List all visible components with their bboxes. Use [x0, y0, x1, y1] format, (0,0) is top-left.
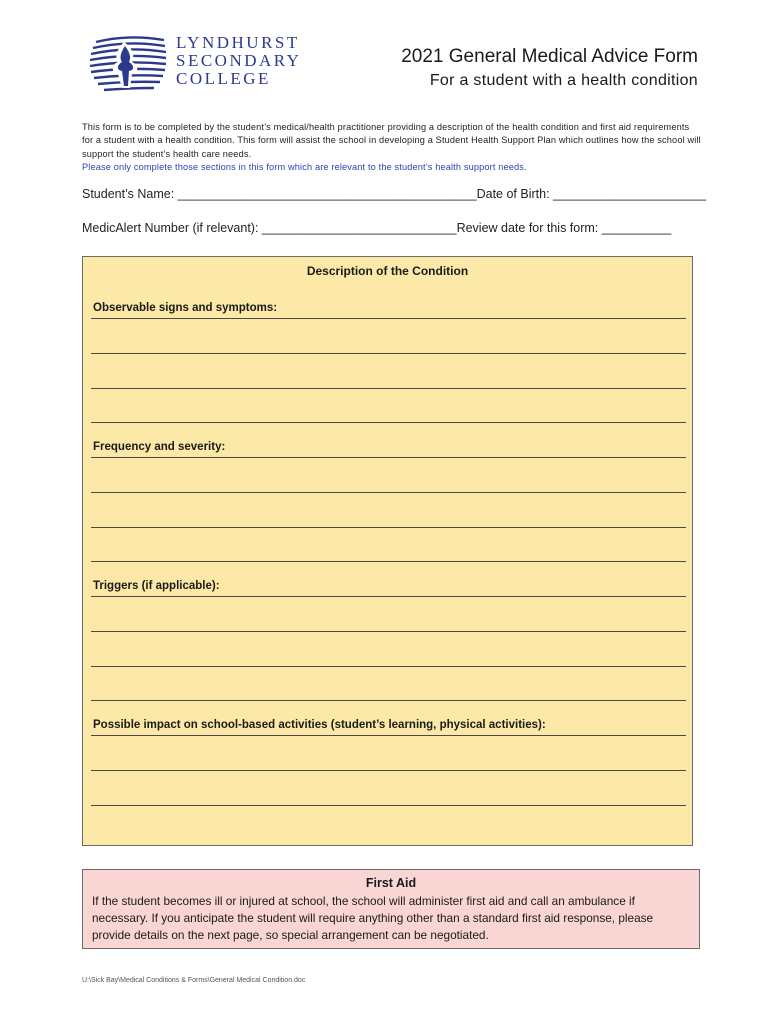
triggers-line-2[interactable] — [91, 631, 686, 632]
student-name-dob-fields[interactable]: Student’s Name: ___________________________________________Date of Birth: ______________________ — [82, 187, 706, 201]
page-title: 2021 General Medical Advice Form — [401, 46, 698, 67]
intro-text: This form is to be completed by the student’s medical/health practitioner providing a description of the health condition and first aid requirements for a student with a health condition. This form will assist the school in developing a Student Health Support Plan which outlines how the school will support the student’s health care needs. — [82, 122, 701, 159]
footer-file-path: U:\Sick Bay\Medical Conditions & Forms\General Medical Condition.doc — [82, 977, 306, 984]
logo-wordmark — [176, 34, 301, 88]
frequency-line-3[interactable] — [91, 527, 686, 528]
signs-line-2[interactable] — [91, 353, 686, 354]
frequency-line-2[interactable] — [91, 492, 686, 493]
logo-line-3: COLLEGE — [176, 69, 271, 88]
signs-line-4[interactable] — [91, 422, 686, 423]
impact-line-1[interactable] — [91, 735, 686, 736]
signs-symptoms-label: Observable signs and symptoms: — [93, 302, 278, 314]
page-subtitle: For a student with a health condition — [429, 72, 698, 89]
frequency-severity-label: Frequency and severity: — [93, 441, 226, 453]
triggers-label: Triggers (if applicable): — [93, 580, 220, 592]
impact-line-3[interactable] — [91, 805, 686, 806]
triggers-line-1[interactable] — [91, 596, 686, 597]
first-aid-title: First Aid — [365, 876, 417, 890]
logo-line-2: SECONDARY — [176, 51, 302, 70]
lyndhurst-crest-icon — [88, 32, 168, 94]
intro-paragraph — [82, 121, 702, 174]
frequency-line-1[interactable] — [91, 457, 686, 458]
first-aid-body: If the student becomes ill or injured at school, the school will administer first aid and call an ambulance if necessary. If you anticipate the student will require anything other than a standard first aid response, please provide details on the next page, so special arrangement can be negotiated. — [92, 894, 654, 942]
description-box-title: Description of the Condition — [306, 264, 469, 278]
frequency-line-4[interactable] — [91, 561, 686, 562]
signs-line-3[interactable] — [91, 388, 686, 389]
medicalert-review-fields[interactable]: MedicAlert Number (if relevant): ____________________________Review date for this form: __________ — [82, 221, 672, 235]
impact-line-2[interactable] — [91, 770, 686, 771]
triggers-line-4[interactable] — [91, 700, 686, 701]
intro-note: Please only complete those sections in this form which are relevant to the student’s health support needs. — [82, 161, 527, 172]
first-aid-box — [82, 869, 700, 949]
signs-line-1[interactable] — [91, 318, 686, 319]
description-of-condition-box — [82, 256, 693, 846]
school-logo — [88, 30, 328, 100]
logo-line-1: LYNDHURST — [176, 33, 300, 52]
triggers-line-3[interactable] — [91, 666, 686, 667]
school-impact-label: Possible impact on school-based activities (student’s learning, physical activities): — [93, 719, 546, 731]
